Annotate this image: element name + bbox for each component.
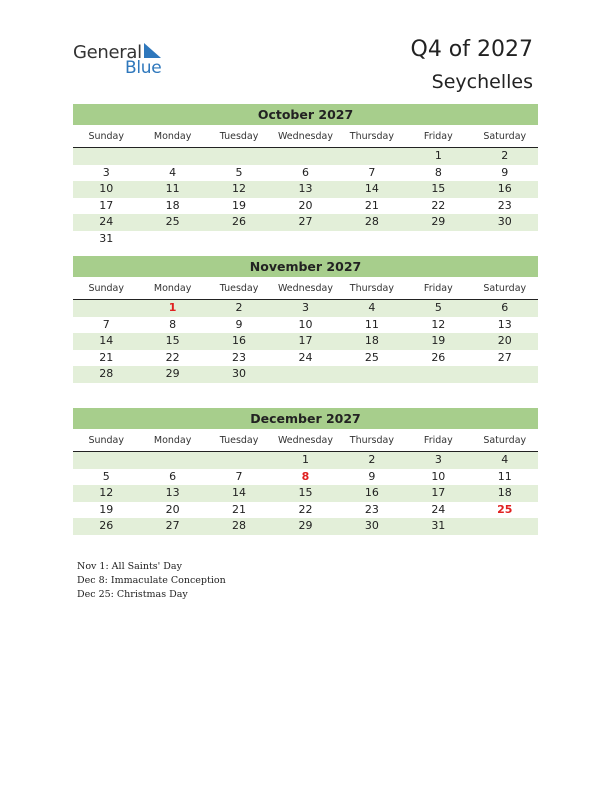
- weekday-label: Sunday: [88, 131, 124, 142]
- empty-day-cell: [339, 231, 405, 248]
- logo-general-text: General: [73, 42, 142, 63]
- weekday-label: Tuesday: [219, 131, 259, 142]
- week-row: [73, 214, 538, 231]
- day-cell: 1: [434, 149, 442, 162]
- empty-day-cell: [272, 231, 338, 248]
- weekday-label: Thursday: [349, 131, 394, 142]
- day-cell: 22: [165, 350, 180, 364]
- weekday-label: Monday: [153, 131, 192, 142]
- day-cell: 22: [431, 198, 446, 212]
- day-cell: 20: [165, 502, 180, 516]
- empty-day-cell: [139, 452, 205, 469]
- day-cell: 13: [298, 182, 313, 195]
- day-cell: 4: [501, 453, 509, 466]
- weekday-label: Wednesday: [277, 131, 333, 142]
- day-cell: 29: [165, 367, 180, 380]
- day-cell: 21: [232, 502, 247, 516]
- day-cell: 16: [497, 182, 512, 195]
- day-cell: 31: [431, 519, 446, 532]
- day-cell: 12: [99, 486, 114, 499]
- day-cell: 9: [368, 469, 376, 483]
- week-row: [73, 300, 538, 317]
- day-cell: 19: [232, 198, 247, 212]
- day-cell: 12: [431, 317, 446, 331]
- weekday-header-row: [73, 432, 538, 452]
- empty-day-cell: [405, 366, 471, 383]
- weekday-label: Wednesday: [277, 283, 333, 294]
- weekday-label: Thursday: [349, 283, 394, 294]
- day-cell: 10: [99, 182, 114, 195]
- day-cell: 10: [431, 469, 446, 483]
- day-cell: 6: [169, 469, 177, 483]
- day-cell: 21: [99, 350, 114, 364]
- day-cell: 8: [169, 317, 177, 331]
- day-cell: 17: [298, 334, 313, 347]
- day-cell: 28: [99, 367, 114, 380]
- day-cell: 25: [497, 502, 513, 516]
- day-cell: 26: [431, 350, 446, 364]
- week-row: [73, 317, 538, 334]
- day-cell: 17: [431, 486, 446, 499]
- day-cell: 23: [232, 350, 247, 364]
- empty-day-cell: [73, 148, 139, 165]
- day-cell: 21: [364, 198, 379, 212]
- week-row: [73, 485, 538, 502]
- empty-day-cell: [272, 148, 338, 165]
- empty-day-cell: [472, 231, 538, 248]
- day-cell: 11: [364, 317, 379, 331]
- page-title: Q4 of 2027: [410, 37, 533, 62]
- empty-day-cell: [73, 452, 139, 469]
- weekday-label: Friday: [423, 131, 453, 142]
- day-cell: 15: [298, 486, 313, 499]
- weekday-header-row: [73, 280, 538, 300]
- day-cell: 25: [364, 350, 379, 364]
- day-cell: 23: [364, 502, 379, 516]
- weekday-label: Sunday: [88, 283, 124, 294]
- day-cell: 17: [99, 198, 114, 212]
- day-cell: 7: [235, 469, 243, 483]
- day-cell: 20: [298, 198, 313, 212]
- day-cell: 9: [501, 165, 509, 179]
- weekday-label: Sunday: [88, 435, 124, 446]
- day-cell: 26: [99, 519, 114, 532]
- day-cell: 7: [368, 165, 376, 179]
- day-cell: 3: [102, 165, 110, 179]
- day-cell: 24: [431, 502, 446, 516]
- week-row: [73, 366, 538, 383]
- day-cell: 18: [165, 198, 180, 212]
- month-title: November 2027: [73, 256, 538, 277]
- empty-day-cell: [472, 518, 538, 535]
- day-cell: 2: [368, 453, 376, 466]
- day-cell: 24: [298, 350, 313, 364]
- day-cell: 29: [431, 215, 446, 228]
- day-cell: 13: [497, 317, 512, 331]
- day-cell: 4: [368, 301, 376, 314]
- week-row: [73, 165, 538, 182]
- day-cell: 5: [235, 165, 243, 179]
- weekday-label: Saturday: [483, 435, 527, 446]
- week-row: [73, 469, 538, 486]
- holiday-note: Dec 25: Christmas Day: [77, 589, 188, 600]
- weekday-label: Saturday: [483, 131, 527, 142]
- day-cell: 6: [501, 301, 509, 314]
- day-cell: 19: [431, 334, 446, 347]
- day-cell: 14: [364, 182, 379, 195]
- day-cell: 20: [497, 334, 512, 347]
- holiday-notes: [77, 560, 226, 602]
- day-cell: 27: [497, 350, 512, 364]
- empty-day-cell: [139, 148, 205, 165]
- day-cell: 30: [497, 215, 512, 228]
- week-row: [73, 452, 538, 469]
- month-calendar: [73, 256, 538, 383]
- weekday-header-row: [73, 128, 538, 148]
- day-cell: 15: [165, 334, 180, 347]
- day-cell: 27: [165, 519, 180, 532]
- week-row: [73, 148, 538, 165]
- day-cell: 3: [434, 453, 442, 466]
- day-cell: 25: [165, 215, 180, 228]
- day-cell: 18: [497, 486, 512, 499]
- day-cell: 9: [235, 317, 243, 331]
- day-cell: 30: [232, 367, 247, 380]
- logo-blue-text: Blue: [125, 58, 162, 78]
- weekday-label: Saturday: [483, 283, 527, 294]
- day-cell: 1: [168, 301, 177, 314]
- day-cell: 3: [301, 301, 309, 314]
- day-cell: 26: [232, 215, 247, 228]
- week-row: [73, 502, 538, 519]
- week-row: [73, 181, 538, 198]
- weekday-label: Friday: [423, 283, 453, 294]
- day-cell: 16: [364, 486, 379, 499]
- day-cell: 8: [434, 165, 442, 179]
- day-cell: 30: [364, 519, 379, 532]
- day-cell: 2: [235, 301, 243, 314]
- empty-day-cell: [405, 231, 471, 248]
- day-cell: 4: [169, 165, 177, 179]
- week-row: [73, 198, 538, 215]
- day-cell: 28: [232, 519, 247, 532]
- weekday-label: Tuesday: [219, 283, 259, 294]
- day-cell: 12: [232, 182, 247, 195]
- empty-day-cell: [206, 452, 272, 469]
- day-cell: 5: [102, 469, 110, 483]
- day-cell: 11: [165, 182, 180, 195]
- day-cell: 19: [99, 502, 114, 516]
- empty-day-cell: [272, 366, 338, 383]
- month-calendar: [73, 104, 538, 247]
- holiday-note: Dec 8: Immaculate Conception: [77, 575, 226, 586]
- month-title: October 2027: [73, 104, 538, 125]
- week-row: [73, 231, 538, 248]
- day-cell: 10: [298, 317, 313, 331]
- weekday-label: Monday: [153, 435, 192, 446]
- day-cell: 14: [99, 334, 114, 347]
- day-cell: 6: [301, 165, 309, 179]
- weekday-label: Tuesday: [219, 435, 259, 446]
- weekday-label: Monday: [153, 283, 192, 294]
- day-cell: 28: [364, 215, 379, 228]
- day-cell: 16: [232, 334, 247, 347]
- empty-day-cell: [339, 366, 405, 383]
- day-cell: 8: [301, 469, 310, 483]
- weekday-label: Friday: [423, 435, 453, 446]
- day-cell: 24: [99, 215, 114, 228]
- empty-day-cell: [73, 300, 139, 317]
- holiday-note: Nov 1: All Saints' Day: [77, 561, 182, 572]
- day-cell: 13: [165, 486, 180, 499]
- day-cell: 29: [298, 519, 313, 532]
- weekday-label: Wednesday: [277, 435, 333, 446]
- month-calendar: [73, 408, 538, 535]
- day-cell: 27: [298, 215, 313, 228]
- empty-day-cell: [472, 366, 538, 383]
- empty-day-cell: [206, 231, 272, 248]
- day-cell: 11: [497, 469, 512, 483]
- day-cell: 22: [298, 502, 313, 516]
- week-row: [73, 518, 538, 535]
- day-cell: 23: [497, 198, 512, 212]
- day-cell: 5: [434, 301, 442, 314]
- day-cell: 14: [232, 486, 247, 499]
- week-row: [73, 333, 538, 350]
- generalblue-logo: [73, 42, 183, 82]
- day-cell: 15: [431, 182, 446, 195]
- day-cell: 2: [501, 149, 509, 162]
- day-cell: 31: [99, 231, 114, 245]
- day-cell: 1: [301, 453, 309, 466]
- empty-day-cell: [206, 148, 272, 165]
- day-cell: 7: [102, 317, 110, 331]
- empty-day-cell: [339, 148, 405, 165]
- weekday-label: Thursday: [349, 435, 394, 446]
- month-title: December 2027: [73, 408, 538, 429]
- logo-flag-icon: [141, 43, 163, 59]
- week-row: [73, 350, 538, 367]
- empty-day-cell: [139, 231, 205, 248]
- day-cell: 18: [364, 334, 379, 347]
- country-name: Seychelles: [431, 71, 533, 93]
